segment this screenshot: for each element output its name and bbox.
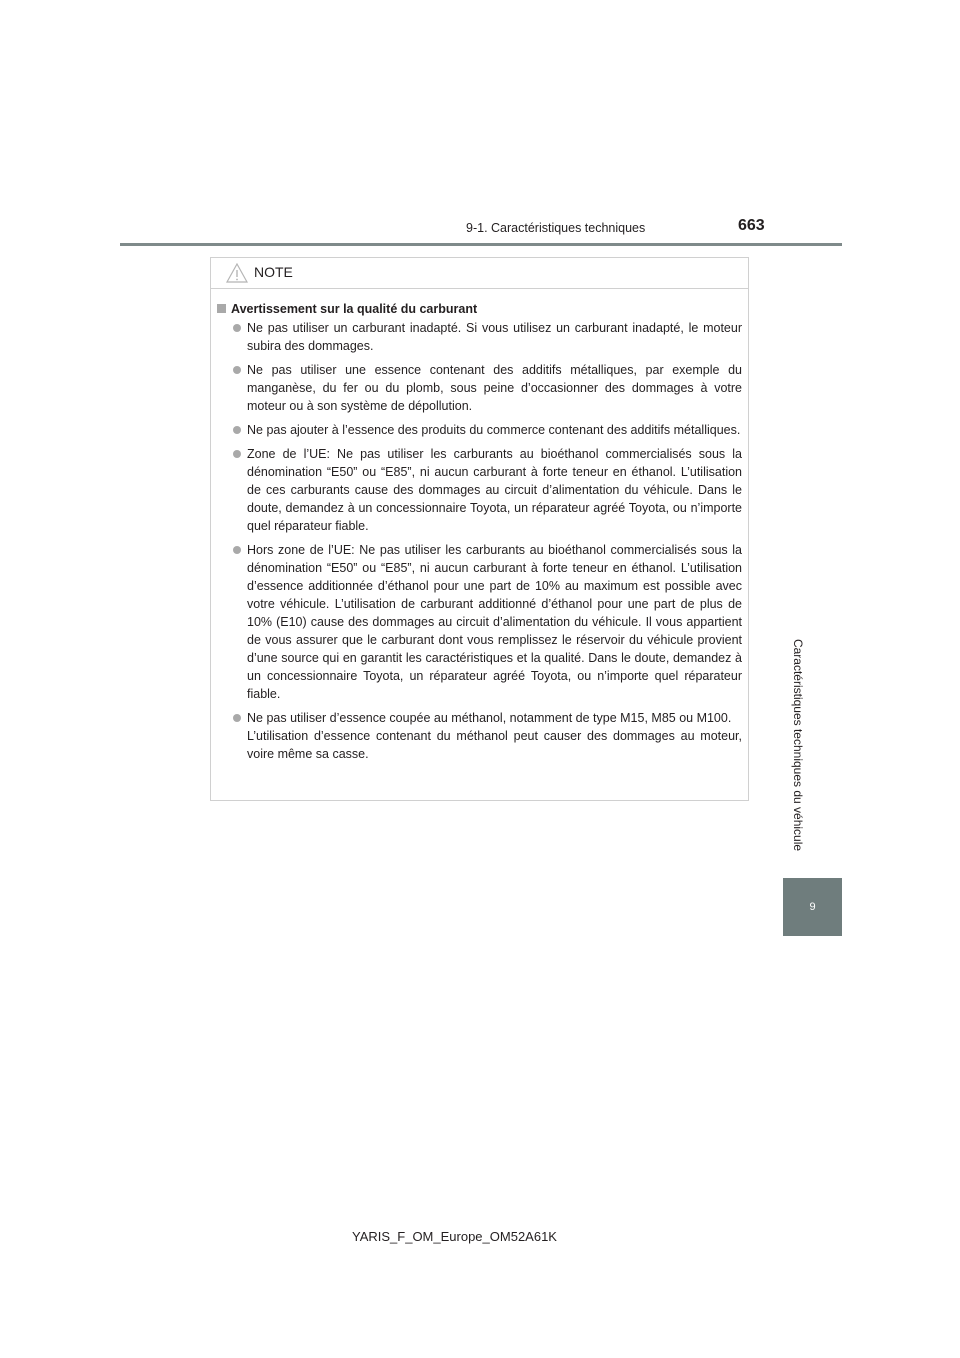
warning-triangle-icon xyxy=(226,263,248,283)
note-item xyxy=(217,541,742,703)
note-label: NOTE xyxy=(254,264,293,280)
bullet-icon xyxy=(233,426,241,434)
chapter-title-text: Caractéristiques techniques du véhicule xyxy=(791,638,805,852)
note-item xyxy=(217,709,742,763)
note-item-text: Hors zone de l’UE: Ne pas utiliser les carburants au bioéthanol commercialisés sous la dénomination “E50” ou “E85”, ni aucun carburant à forte teneur en éthanol. L’utilisation d’essence additionnée d’éthanol pour une part de 10% au maximum est possible avec votre véhicule. L’utilisation de carburant additionné d’éthanol pour une part de plus de 10% (E10) cause des dommages au circuit d’alimentation du véhicule. Il vous appartient de vous assurer que le carburant dont vous remplissez le réservoir du véhicule provient d’une source qui en garantit les caractéristiques et la qualité. Dans le doute, demandez à un concessionnaire Toyota, un réparateur agréé Toyota, ou n’importe quel réparateur fiable. xyxy=(247,543,742,701)
bullet-icon xyxy=(233,546,241,554)
note-box xyxy=(210,257,749,801)
document-code: YARIS_F_OM_Europe_OM52A61K xyxy=(352,1229,557,1244)
page-number: 663 xyxy=(738,217,765,234)
note-item-text: Zone de l’UE: Ne pas utiliser les carburants au bioéthanol commercialisés sous la dénomination “E50” ou “E85”, ni aucun carburant à forte teneur en éthanol. L’utilisation de ces carburants cause des dommages au circuit d’alimentation du véhicule. Dans le doute, demandez à un concessionnaire Toyota, un réparateur agréé Toyota, ou n’importe quel réparateur fiable. xyxy=(247,447,742,533)
bullet-icon xyxy=(233,366,241,374)
bullet-icon xyxy=(233,450,241,458)
note-item xyxy=(217,421,742,439)
chapter-tab: 9 xyxy=(783,878,842,936)
note-item-text: Ne pas utiliser une essence contenant des additifs métalliques, par exemple du manganèse, du fer ou du plomb, sous peine d’occasionner des dommages à votre moteur ou à son système de dépollution. xyxy=(247,363,742,413)
note-item xyxy=(217,445,742,535)
square-bullet-icon xyxy=(217,304,226,313)
note-section-heading xyxy=(217,301,742,317)
header-rule xyxy=(120,243,842,246)
note-item-text: Ne pas utiliser un carburant inadapté. Si vous utilisez un carburant inadapté, le moteur subira des dommages. xyxy=(247,321,742,353)
note-body xyxy=(211,289,748,763)
note-heading-text: Avertissement sur la qualité du carburant xyxy=(231,302,478,316)
bullet-icon xyxy=(233,324,241,332)
note-item xyxy=(217,361,742,415)
note-header xyxy=(211,258,748,289)
note-item-text: Ne pas ajouter à l’essence des produits du commerce contenant des additifs métalliques. xyxy=(247,423,741,437)
note-item-text: Ne pas utiliser d’essence coupée au méthanol, notamment de type M15, M85 ou M100. L’utilisation d’essence contenant du méthanol peut causer des dommages au moteur, voire même sa casse. xyxy=(247,711,742,761)
chapter-title xyxy=(788,620,808,870)
section-title: 9-1. Caractéristiques techniques xyxy=(466,221,646,235)
bullet-icon xyxy=(233,714,241,722)
note-item xyxy=(217,319,742,355)
